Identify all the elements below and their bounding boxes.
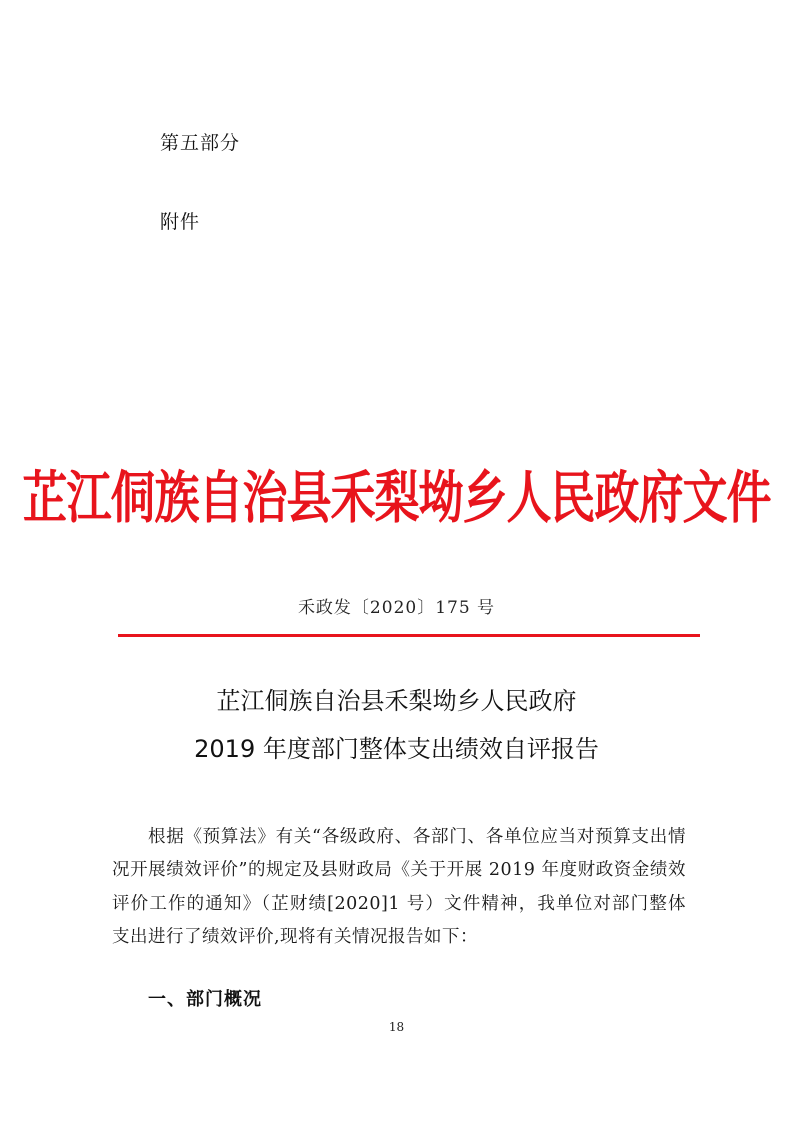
red-divider-line (118, 634, 700, 637)
part-label: 第五部分 (160, 132, 241, 154)
section-heading: 一、部门概况 (148, 989, 262, 1010)
intro-paragraph: 根据《预算法》有关“各级政府、各部门、各单位应当对预算支出情况开展绩效评价”的规定及县财政局《关于开展 2019 年度财政资金绩效评价工作的通知》（芷财绩[2020]1 号）文件精神，我单位对部门整体支出进行了绩效评价,现将有关情况报告如下： (112, 826, 686, 947)
attachment-label: 附件 (160, 211, 201, 233)
document-number: 禾政发〔2020〕175 号 (297, 598, 496, 618)
red-header-title: 芷江侗族自治县禾梨坳乡人民政府文件 (22, 464, 771, 531)
report-title-line1: 芷江侗族自治县禾梨坳乡人民政府 (216, 687, 577, 715)
page-number: 18 (388, 1020, 405, 1034)
report-title-line2: 2019 年度部门整体支出绩效自评报告 (194, 735, 599, 763)
